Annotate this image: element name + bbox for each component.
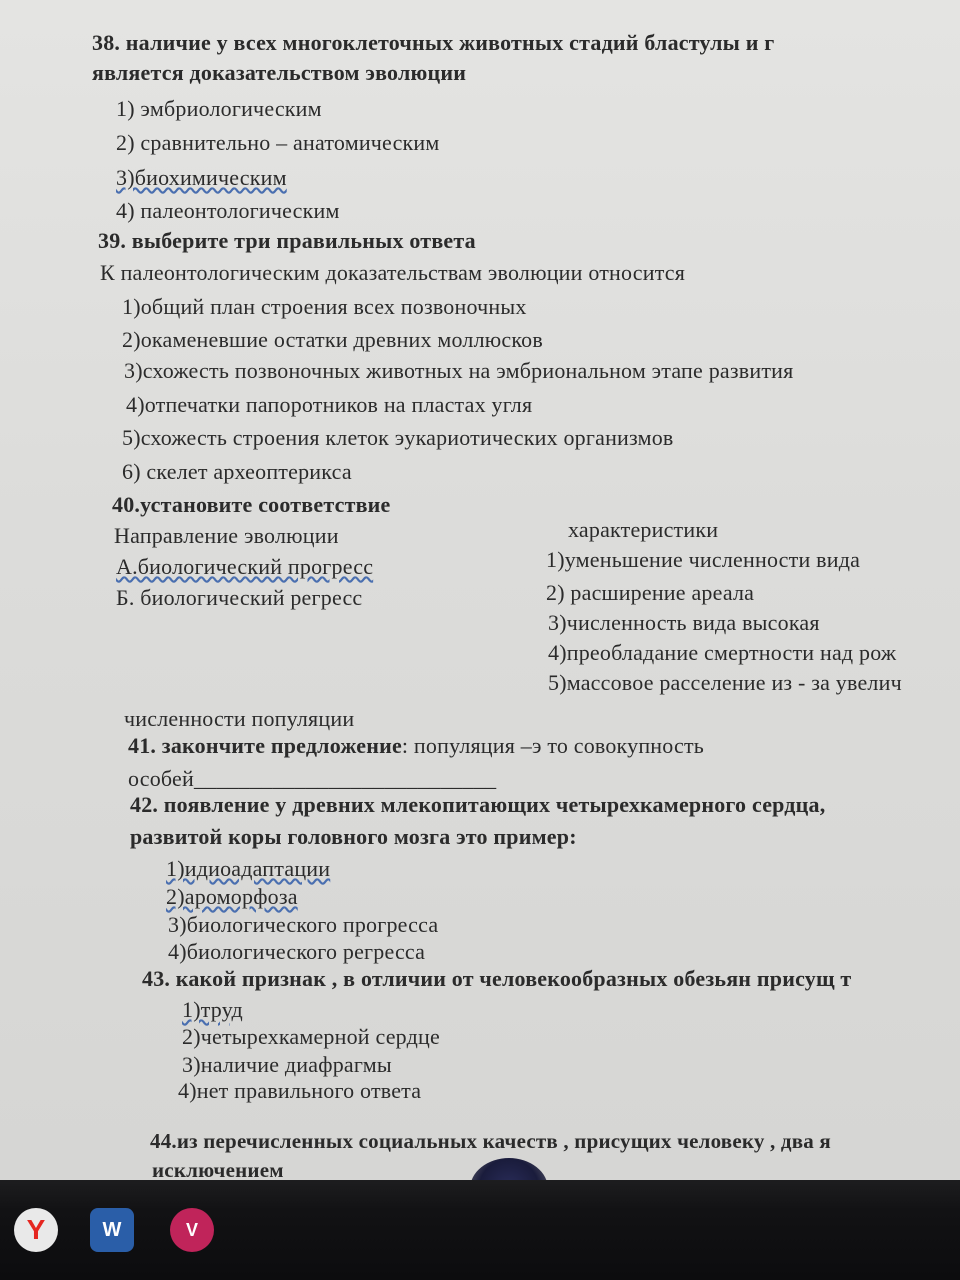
q39-option-5: 5)схожесть строения клеток эукариотических организмов xyxy=(122,425,674,450)
q38-line2: является доказательством эволюции xyxy=(92,60,467,85)
q41-text: : популяция –э то совокупность xyxy=(401,733,705,758)
q42-option-2: 2)ароморфоза xyxy=(166,884,298,909)
q39-option-1: 1)общий план строения всех позвоночных xyxy=(122,294,527,319)
q44-line1: 44.из перечисленных социальных качеств , присущих человеку , два я xyxy=(150,1129,831,1153)
q38-option-1: 1) эмбриологическим xyxy=(116,96,322,121)
q39-option-6: 6) скелет археоптерикса xyxy=(122,459,352,484)
q40-left-header: Направление эволюции xyxy=(114,523,339,548)
q43-option-3: 3)наличие диафрагмы xyxy=(182,1052,392,1077)
q41-label: 41. закончите предложение xyxy=(128,733,402,758)
q42-option-1: 1)идиоадаптации xyxy=(166,856,331,881)
q41-line2: особей___________________________ xyxy=(128,766,497,791)
q43-option-1: 1)труд xyxy=(182,997,243,1022)
q41-line1 xyxy=(128,733,704,759)
taskbar xyxy=(0,1180,960,1280)
q39-option-3: 3)схожесть позвоночных животных на эмбриональном этапе развития xyxy=(124,358,794,383)
q40-right-4: 4)преобладание смертности над рож xyxy=(548,640,897,665)
q42-line2: развитой коры головного мозга это пример: xyxy=(130,824,577,849)
q38-option-4: 4) палеонтологическим xyxy=(116,198,340,223)
q43-title: 43. какой признак , в отличии от человекообразных обезьян присущ т xyxy=(142,966,852,991)
q40-right-header: характеристики xyxy=(568,517,719,542)
q40-continuation: численности популяции xyxy=(124,706,355,731)
q39-prompt: К палеонтологическим доказательствам эволюции относится xyxy=(100,260,686,285)
q44-line2: исключением xyxy=(152,1158,284,1180)
q43-option-2: 2)четырехкамерной сердце xyxy=(182,1024,440,1049)
q40-left-b: Б. биологический регресс xyxy=(116,585,363,610)
q40-left-a: А.биологический прогресс xyxy=(116,554,374,579)
q38-option-2: 2) сравнительно – анатомическим xyxy=(116,130,440,155)
viewer-icon[interactable]: V xyxy=(170,1208,214,1252)
yandex-browser-icon[interactable]: Y xyxy=(14,1208,58,1252)
q40-right-1: 1)уменьшение численности вида xyxy=(546,547,861,572)
q42-line1: 42. появление у древних млекопитающих четырехкамерного сердца, xyxy=(130,792,826,817)
q39-title: 39. выберите три правильных ответа xyxy=(98,228,476,253)
q38-option-3: 3)биохимическим xyxy=(116,165,287,190)
q38-line1: 38. наличие у всех многоклеточных животных стадий бластулы и г xyxy=(92,30,775,55)
q40-right-5: 5)массовое расселение из - за увелич xyxy=(548,670,902,695)
q39-option-4: 4)отпечатки папоротников на пластах угля xyxy=(126,392,533,417)
q42-option-3: 3)биологического прогресса xyxy=(168,912,439,937)
q40-title: 40.установите соответствие xyxy=(112,492,391,517)
q43-option-4: 4)нет правильного ответа xyxy=(178,1078,422,1103)
q40-right-3: 3)численность вида высокая xyxy=(548,610,820,635)
word-icon[interactable]: W xyxy=(90,1208,134,1252)
q40-right-2: 2) расширение ареала xyxy=(546,580,755,605)
q42-option-4: 4)биологического регресса xyxy=(168,939,426,964)
q39-option-2: 2)окаменевшие остатки древних моллюсков xyxy=(122,327,543,352)
